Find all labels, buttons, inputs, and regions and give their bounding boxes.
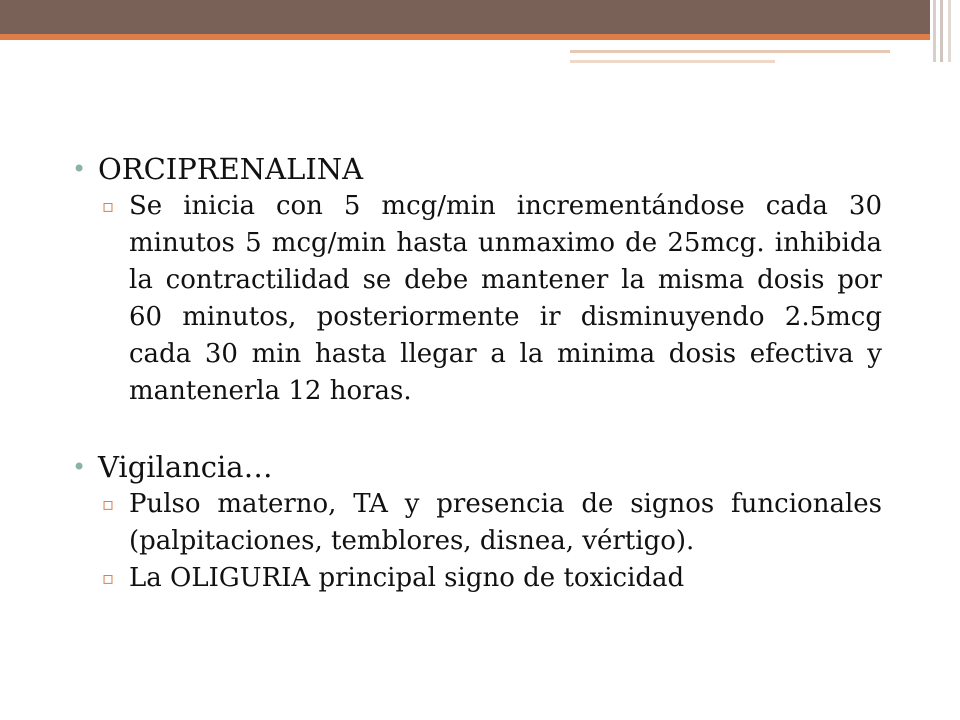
sub-bullet-text: La OLIGURIA principal signo de toxicidad: [129, 563, 685, 593]
section-heading: [72, 150, 882, 188]
bullet-icon: •: [72, 453, 87, 481]
sub-bullet-item: [72, 486, 882, 560]
slide-content: [72, 150, 882, 597]
sub-bullet-icon: ▫: [102, 494, 115, 515]
decorative-line: [570, 60, 775, 63]
sub-bullet-text: Se inicia con 5 mcg/min incrementándose cada 30 minutos 5 mcg/min hasta unmaximo de 25mcg. inhibida la contractilidad se debe mantener la misma dosis por 60 minutos, posteriormente ir disminuyendo 2.5mcg cada 30 min hasta llegar a la minima dosis efectiva y mantenerla 12 horas.: [129, 191, 882, 406]
sub-bullet-item: [72, 560, 882, 597]
section-heading-text: ORCIPRENALINA: [98, 152, 364, 186]
header-accent-line: [0, 34, 960, 40]
sub-bullet-text: Pulso materno, TA y presencia de signos funcionales (palpitaciones, temblores, disnea, vértigo).: [129, 489, 882, 556]
corner-stripes: [930, 0, 960, 62]
section-heading-text: Vigilancia…: [98, 450, 273, 484]
bullet-icon: •: [72, 155, 87, 183]
sub-bullet-icon: ▫: [102, 196, 115, 217]
decorative-line: [570, 50, 890, 53]
sub-bullet-icon: ▫: [102, 568, 115, 589]
sub-bullet-item: [72, 188, 882, 410]
header-bar: [0, 0, 960, 34]
section-heading: [72, 448, 882, 486]
